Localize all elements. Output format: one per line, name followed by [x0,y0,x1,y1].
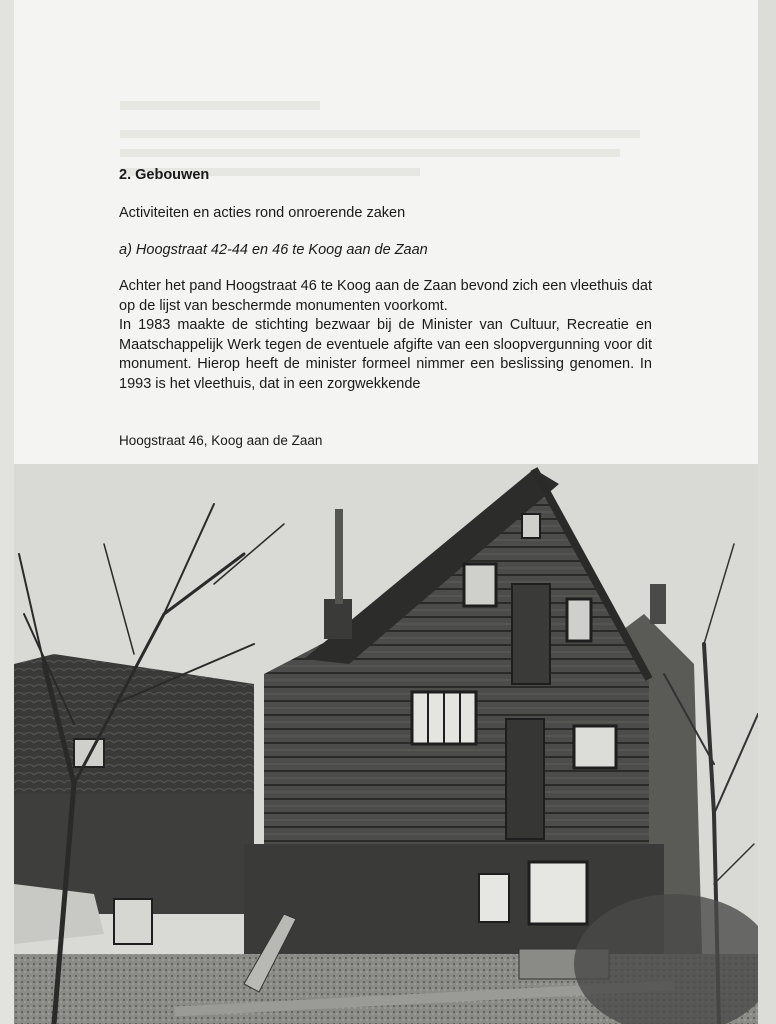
background-chimney [650,584,666,624]
photo-caption: Hoogstraat 46, Koog aan de Zaan [119,433,323,448]
section-heading: 2. Gebouwen [119,167,210,183]
paragraph-2: In 1983 maakte de stichting bezwaar bij de Minister van Cultuur, Recreatie en Maatschappelijk Werk tegen de eventuele afgifte van een sloopvergunning voor dit monument. Hierop heeft de minister formeel nimmer een beslissing genomen. In 1993 is het vleethuis, dat in een zorgwekkende [119,317,652,392]
window [574,726,616,768]
page-left-edge [0,0,14,1024]
paragraph-1: Achter het pand Hoogstraat 46 te Koog aan de Zaan bevond zich een vleethuis dat op de lijst van beschermde monumenten voorkomt. [119,278,652,314]
window [522,514,540,538]
window [464,564,496,606]
item-heading: a) Hoogstraat 42-44 en 46 te Koog aan de Zaan [119,242,428,258]
page-right-edge [758,0,776,1024]
window [567,599,591,641]
house-photo [14,464,758,1024]
chimney [324,599,352,639]
window [479,874,509,922]
door [506,719,544,839]
chimney-pipe [335,509,343,604]
loft-door [512,584,550,684]
board [114,899,152,944]
subheading: Activiteiten en acties rond onroerende zaken [119,205,406,221]
window [529,862,587,924]
body-text [119,277,652,394]
